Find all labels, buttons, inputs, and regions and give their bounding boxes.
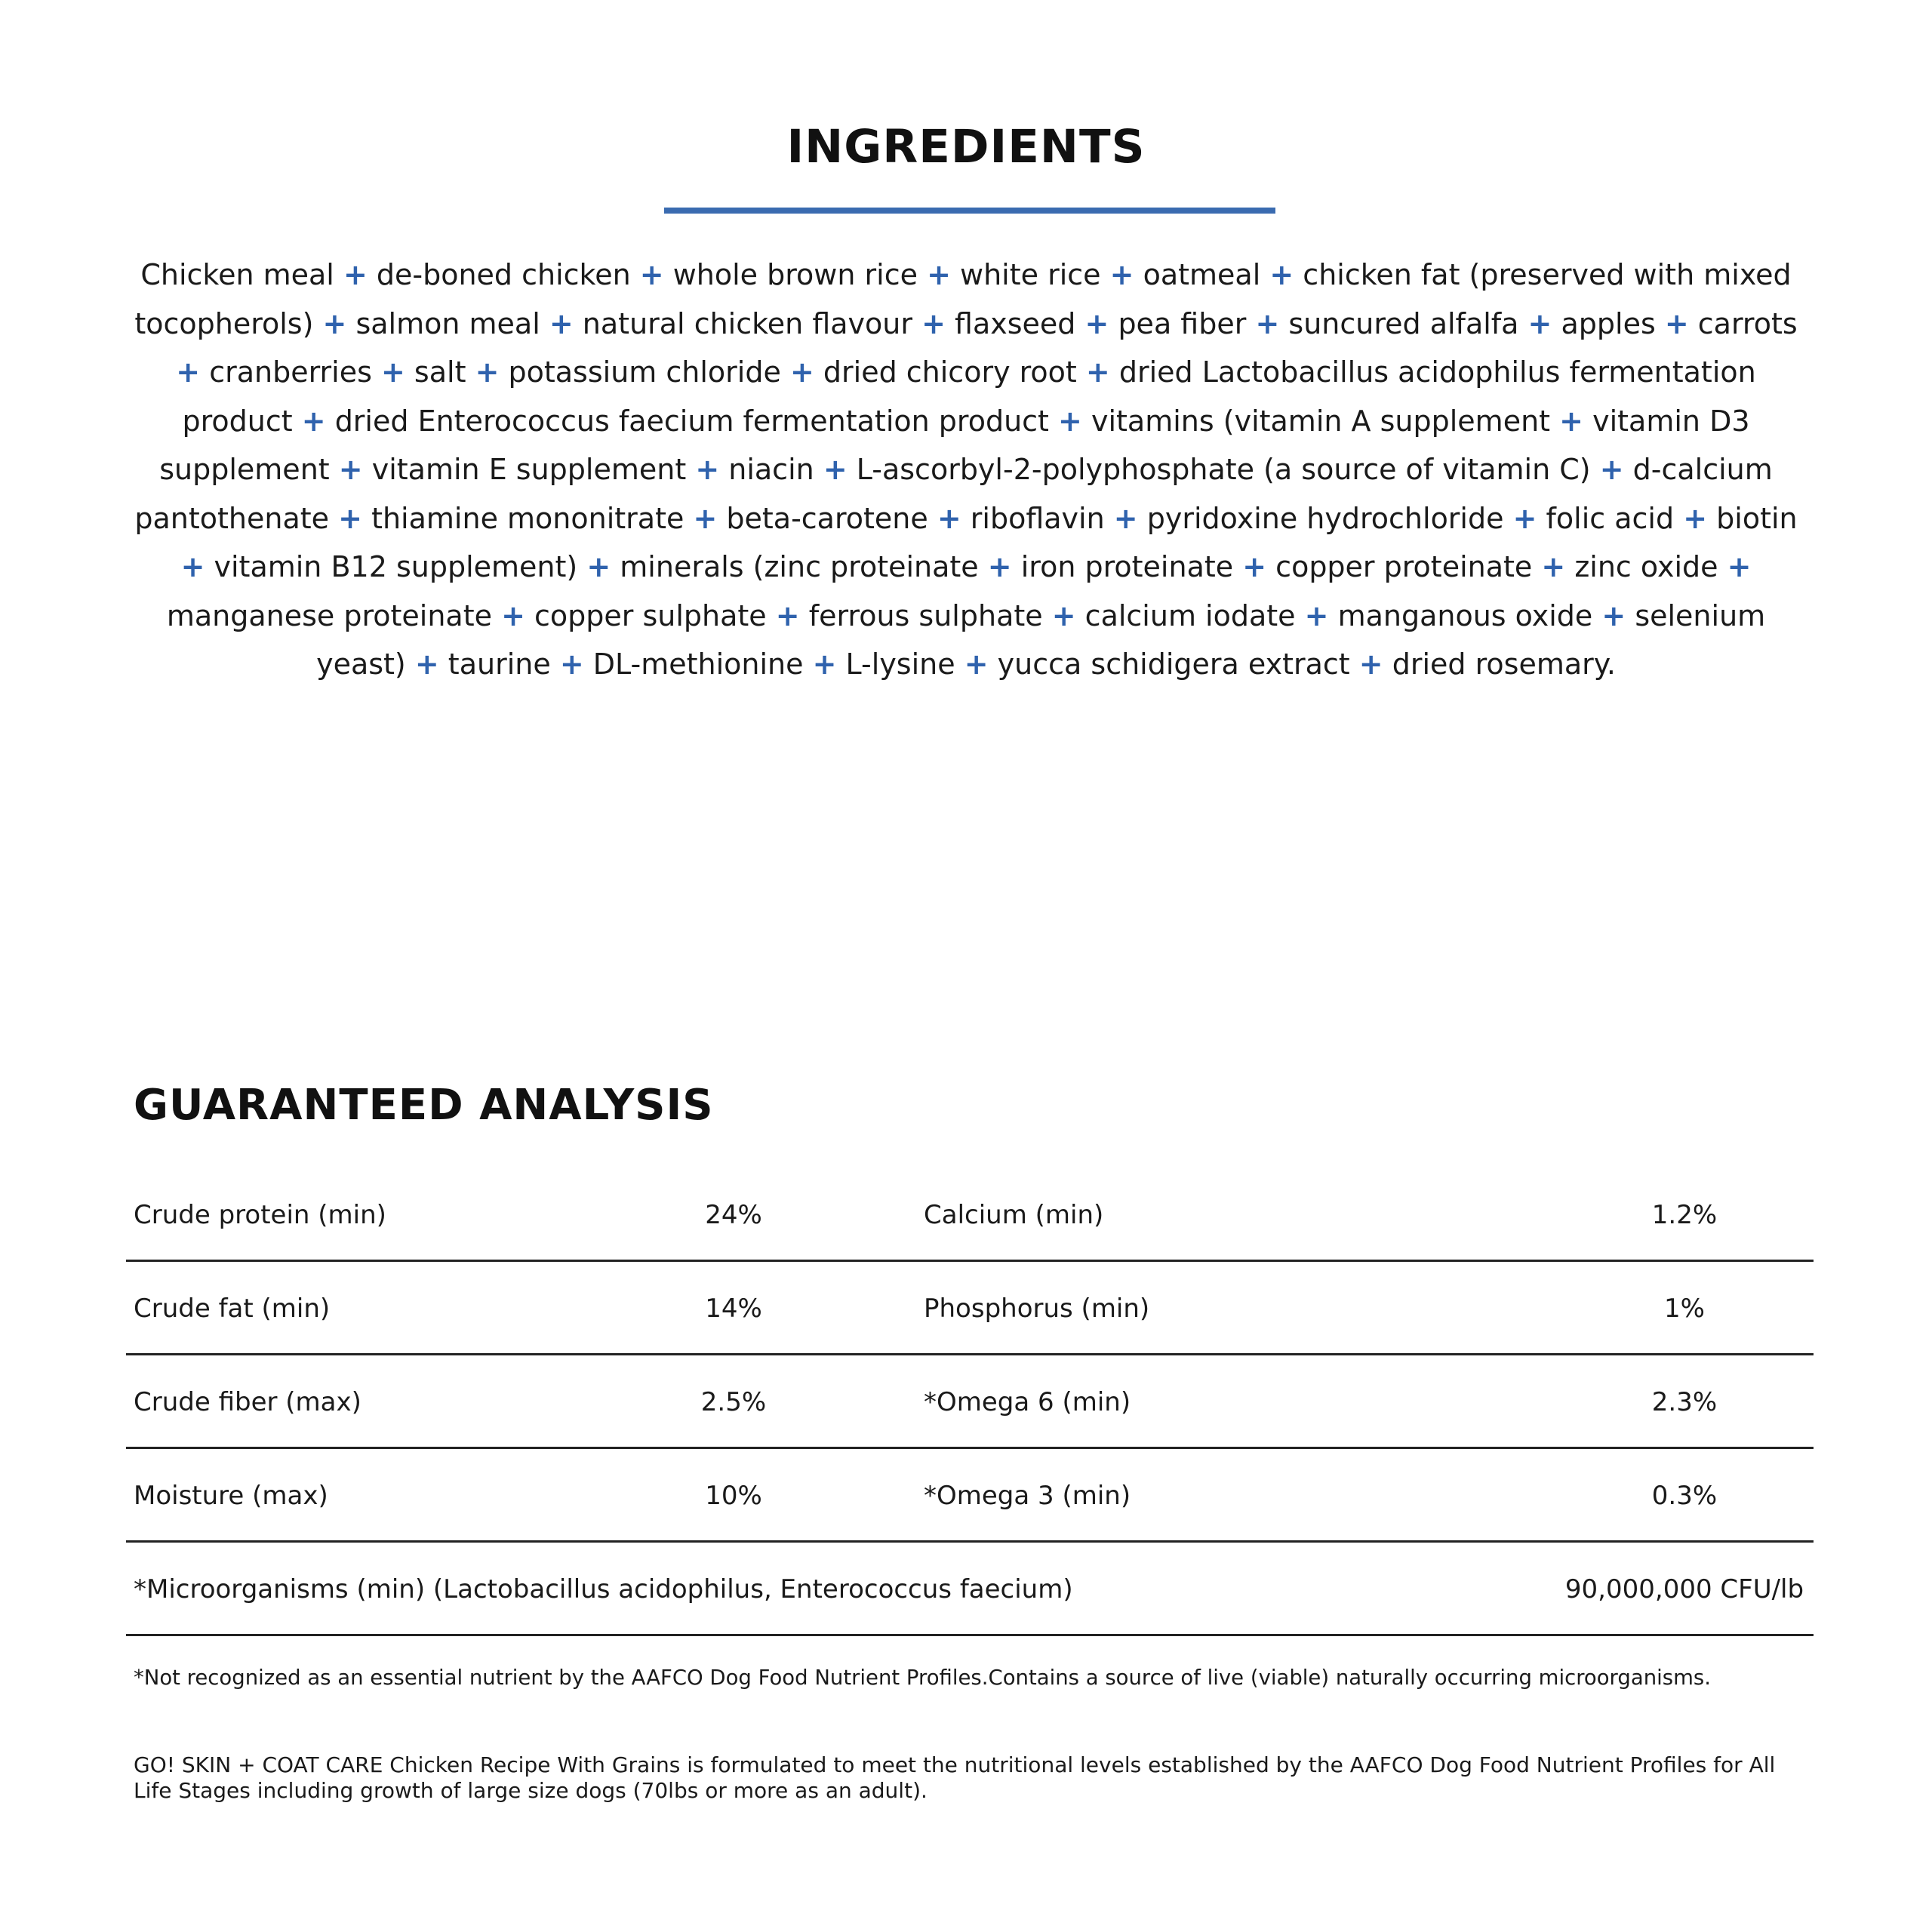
ingredient-item: biotin <box>1716 501 1798 535</box>
ingredient-item: calcium iodate <box>1084 598 1296 632</box>
plus-separator: + <box>1084 306 1109 340</box>
plus-separator: + <box>1599 453 1624 486</box>
plus-separator: + <box>322 306 347 340</box>
aafco-statement: GO! SKIN + COAT CARE Chicken Recipe With Grains is formulated to meet the nutritional levels established by the AAFCO Dog Food Nutrient Profiles for All Life Stages including growth of large size dogs (70lbs or more as an adult). <box>134 1752 1776 1803</box>
analysis-row <box>126 1168 1814 1262</box>
ingredient-item: manganous oxide <box>1337 598 1593 632</box>
ingredient-item: thiamine mononitrate <box>371 501 685 535</box>
ingredient-item: chicken fat (preserved with mixed tocopherols) <box>134 258 1792 340</box>
plus-separator: + <box>343 258 368 291</box>
nutrient-value: 1% <box>1664 1294 1705 1324</box>
ingredient-item: pyridoxine hydrochloride <box>1146 501 1504 535</box>
plus-separator: + <box>964 648 989 681</box>
title-underline <box>664 208 1275 214</box>
plus-separator: + <box>501 598 525 632</box>
ingredients-list <box>121 251 1811 689</box>
plus-separator: + <box>1058 404 1082 438</box>
plus-separator: + <box>1727 550 1752 583</box>
nutrient-label: *Microorganisms (min) (Lactobacillus acidophilus, Enterococcus faecium) <box>134 1574 1073 1604</box>
ingredient-item: salt <box>414 355 466 389</box>
ingredient-item: potassium chloride <box>508 355 781 389</box>
ingredient-item: de-boned chicken <box>376 258 631 291</box>
plus-separator: + <box>1358 648 1383 681</box>
ingredient-item: whole brown rice <box>672 258 918 291</box>
plus-separator: + <box>693 501 718 535</box>
plus-separator: + <box>1255 306 1280 340</box>
plus-separator: + <box>380 355 405 389</box>
ingredient-item: cranberries <box>209 355 372 389</box>
plus-separator: + <box>1512 501 1537 535</box>
ingredient-item: oatmeal <box>1143 258 1261 291</box>
nutrient-value: 24% <box>705 1200 762 1230</box>
nutrient-value: 2.3% <box>1651 1387 1718 1417</box>
plus-separator: + <box>559 648 584 681</box>
ingredient-item: taurine <box>448 648 551 681</box>
analysis-row <box>126 1355 1814 1449</box>
ingredient-item: riboflavin <box>970 501 1105 535</box>
ingredient-item: niacin <box>728 453 814 486</box>
ingredient-item: salmon meal <box>355 306 540 340</box>
plus-separator: + <box>1559 404 1583 438</box>
plus-separator: + <box>1541 550 1566 583</box>
analysis-row <box>126 1449 1814 1543</box>
ingredient-item: flaxseed <box>955 306 1076 340</box>
plus-separator: + <box>1242 550 1267 583</box>
ingredient-item: natural chicken flavour <box>582 306 912 340</box>
plus-separator: + <box>1683 501 1708 535</box>
ingredient-item: carrots <box>1697 306 1798 340</box>
ingredient-item: pea fiber <box>1118 306 1247 340</box>
ingredient-item: vitamin D3 supplement <box>159 404 1750 486</box>
ingredient-item: dried Enterococcus faecium fermentation product <box>334 404 1049 438</box>
ingredient-item: d-calcium pantothenate <box>134 453 1773 535</box>
plus-separator: + <box>1304 598 1329 632</box>
nutrient-value: 1.2% <box>1651 1200 1718 1230</box>
plus-separator: + <box>1527 306 1552 340</box>
ingredient-item: DL-methionine <box>592 648 804 681</box>
plus-separator: + <box>775 598 800 632</box>
ingredient-item: copper sulphate <box>534 598 767 632</box>
plus-separator: + <box>414 648 439 681</box>
ingredient-item: dried Lactobacillus acidophilus fermentation product <box>182 355 1756 438</box>
ingredient-item: manganese proteinate <box>166 598 492 632</box>
ingredient-item: apples <box>1561 306 1656 340</box>
ingredient-item: ferrous sulphate <box>808 598 1043 632</box>
nutrient-label: *Omega 6 (min) <box>924 1387 1131 1417</box>
plus-separator: + <box>1109 258 1134 291</box>
ingredient-item: dried chicory root <box>823 355 1077 389</box>
plus-separator: + <box>639 258 664 291</box>
plus-separator: + <box>789 355 814 389</box>
ingredient-item: beta-carotene <box>726 501 928 535</box>
nutrient-label: Moisture (max) <box>134 1481 328 1511</box>
nutrient-value: 90,000,000 CFU/lb <box>1564 1574 1804 1604</box>
plus-separator: + <box>1269 258 1294 291</box>
ingredient-item: folic acid <box>1546 501 1675 535</box>
plus-separator: + <box>812 648 837 681</box>
nutrient-label: *Omega 3 (min) <box>924 1481 1131 1511</box>
ingredient-item: white rice <box>960 258 1101 291</box>
ingredient-item: dried rosemary. <box>1392 648 1616 681</box>
ingredient-item: iron proteinate <box>1020 550 1234 583</box>
nutrient-value: 2.5% <box>700 1387 767 1417</box>
plus-separator: + <box>1113 501 1138 535</box>
nutrient-label: Phosphorus (min) <box>924 1294 1150 1324</box>
ingredient-item: zinc oxide <box>1574 550 1718 583</box>
ingredients-title: INGREDIENTS <box>786 120 1146 174</box>
ingredient-item: yucca schidigera extract <box>997 648 1350 681</box>
ingredient-item: copper proteinate <box>1275 550 1533 583</box>
plus-separator: + <box>1664 306 1689 340</box>
footnote: *Not recognized as an essential nutrient by the AAFCO Dog Food Nutrient Profiles.Contains a source of live (viable) naturally occurring microorganisms. <box>134 1666 1711 1690</box>
nutrient-value: 10% <box>705 1481 762 1511</box>
ingredient-item: selenium yeast) <box>316 598 1766 681</box>
plus-separator: + <box>180 550 205 583</box>
plus-separator: + <box>695 453 720 486</box>
analysis-title: GUARANTEED ANALYSIS <box>134 1081 714 1130</box>
analysis-row-microorganisms <box>126 1543 1814 1636</box>
ingredient-item: Chicken meal <box>140 258 334 291</box>
plus-separator: + <box>921 306 946 340</box>
plus-separator: + <box>937 501 961 535</box>
ingredient-item: suncured alfalfa <box>1288 306 1519 340</box>
plus-separator: + <box>549 306 574 340</box>
ingredient-item: vitamin E supplement <box>371 453 687 486</box>
plus-separator: + <box>927 258 951 291</box>
nutrient-label: Crude fat (min) <box>134 1294 331 1324</box>
nutrient-label: Crude fiber (max) <box>134 1387 361 1417</box>
ingredient-item: vitamin B12 supplement) <box>214 550 578 583</box>
nutrient-value: 14% <box>705 1294 762 1324</box>
plus-separator: + <box>987 550 1012 583</box>
ingredient-item: vitamins (vitamin A supplement <box>1091 404 1551 438</box>
plus-separator: + <box>1085 355 1110 389</box>
plus-separator: + <box>1601 598 1626 632</box>
plus-separator: + <box>338 501 362 535</box>
nutrient-value: 0.3% <box>1651 1481 1718 1511</box>
ingredient-item: minerals (zinc proteinate <box>620 550 979 583</box>
ingredient-item: L-lysine <box>845 648 955 681</box>
plus-separator: + <box>176 355 201 389</box>
nutrient-label: Crude protein (min) <box>134 1200 386 1230</box>
plus-separator: + <box>1051 598 1076 632</box>
plus-separator: + <box>475 355 500 389</box>
ingredient-item: L-ascorbyl-2-polyphosphate (a source of vitamin C) <box>856 453 1591 486</box>
plus-separator: + <box>301 404 326 438</box>
plus-separator: + <box>338 453 363 486</box>
analysis-table <box>126 1168 1814 1636</box>
nutrient-label: Calcium (min) <box>924 1200 1104 1230</box>
plus-separator: + <box>586 550 611 583</box>
plus-separator: + <box>823 453 848 486</box>
analysis-row <box>126 1262 1814 1355</box>
